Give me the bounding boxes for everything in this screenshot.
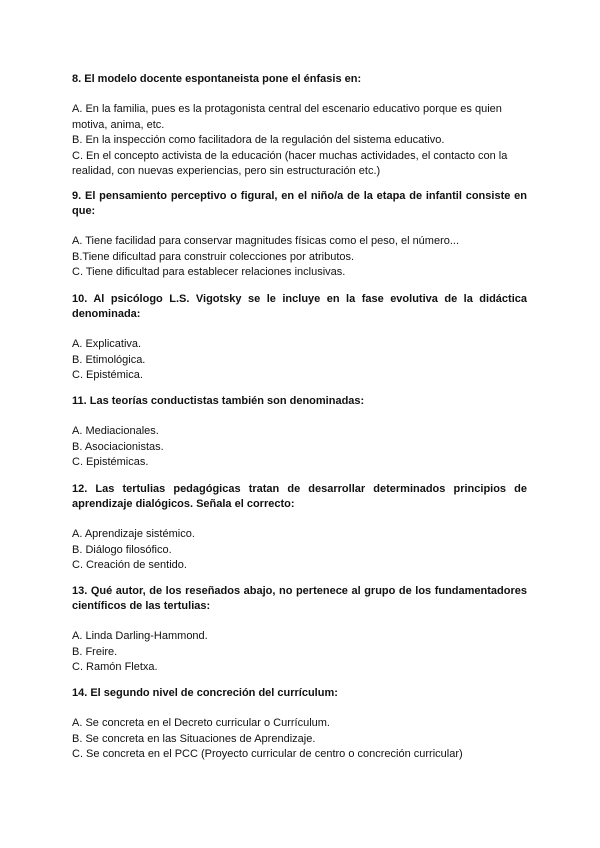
option-b: B. Se concreta en las Situaciones de Aprendizaje. (72, 732, 316, 745)
question-11 (72, 394, 527, 471)
option-a: A. Aprendizaje sistémico. (72, 528, 195, 540)
option-b: B. Diálogo filosófico. (72, 543, 172, 556)
option-a: A. Linda Darling-Hammond. (72, 630, 208, 642)
option-c: C. Creación de sentido. (72, 559, 187, 571)
option-b: B. Asociacionistas. (72, 440, 164, 453)
question-12 (72, 482, 527, 574)
options-list (72, 527, 527, 574)
question-9 (72, 189, 527, 281)
option-b: B. Freire. (72, 645, 118, 658)
question-title: 10. Al psicólogo L.S. Vigotsky se le incluye en la fase evolutiva de la didáctica denominada: (72, 293, 527, 320)
question-title: 14. El segundo nivel de concreción del currículum: (72, 687, 338, 699)
option-a: A. En la familia, pues es la protagonista central del escenario educativo porque es quien motiva, anima, etc. (72, 103, 502, 131)
question-13 (72, 584, 527, 676)
option-b: B. En la inspección como facilitadora de la regulación del sistema educativo. (72, 134, 445, 146)
option-b: B. Etimológica. (72, 353, 146, 366)
options-list (72, 629, 527, 676)
option-a: A. Mediacionales. (72, 425, 159, 437)
option-c: C. Epistémicas. (72, 456, 149, 468)
option-c: C. Se concreta en el PCC (Proyecto curricular de centro o concreción curricular) (72, 748, 463, 760)
option-a: A. Se concreta en el Decreto curricular o Currículum. (72, 717, 330, 729)
options-list (72, 234, 527, 281)
option-c: C. Ramón Fletxa. (72, 661, 158, 673)
option-a: A. Explicativa. (72, 338, 142, 350)
option-c: C. Tiene dificultad para establecer relaciones inclusivas. (72, 266, 346, 278)
options-list (72, 716, 527, 763)
options-list (72, 102, 527, 180)
question-14 (72, 686, 527, 763)
question-title: 9. El pensamiento perceptivo o figural, en el niño/a de la etapa de infantil consiste en que: (72, 190, 527, 217)
option-b: B.Tiene dificultad para construir colecciones por atributos. (72, 250, 355, 263)
question-title: 12. Las tertulias pedagógicas tratan de desarrollar determinados principios de aprendizaje dialógicos. Señala el correcto: (72, 483, 527, 510)
question-10 (72, 292, 527, 384)
option-a: A. Tiene facilidad para conservar magnitudes físicas como el peso, el número... (72, 235, 460, 247)
option-c: C. Epistémica. (72, 369, 143, 381)
question-title: 13. Qué autor, de los reseñados abajo, no pertenece al grupo de los fundamentadores científicos de las tertulias: (72, 585, 527, 612)
question-8 (72, 72, 527, 180)
question-title: 8. El modelo docente espontaneista pone el énfasis en: (72, 73, 362, 85)
options-list (72, 337, 527, 384)
question-title: 11. Las teorías conductistas también son denominadas: (72, 395, 365, 407)
option-c: C. En el concepto activista de la educación (hacer muchas actividades, el contacto con la realidad, con nuevas experiencias, pero sin estructuración etc.) (72, 149, 508, 177)
options-list (72, 424, 527, 471)
